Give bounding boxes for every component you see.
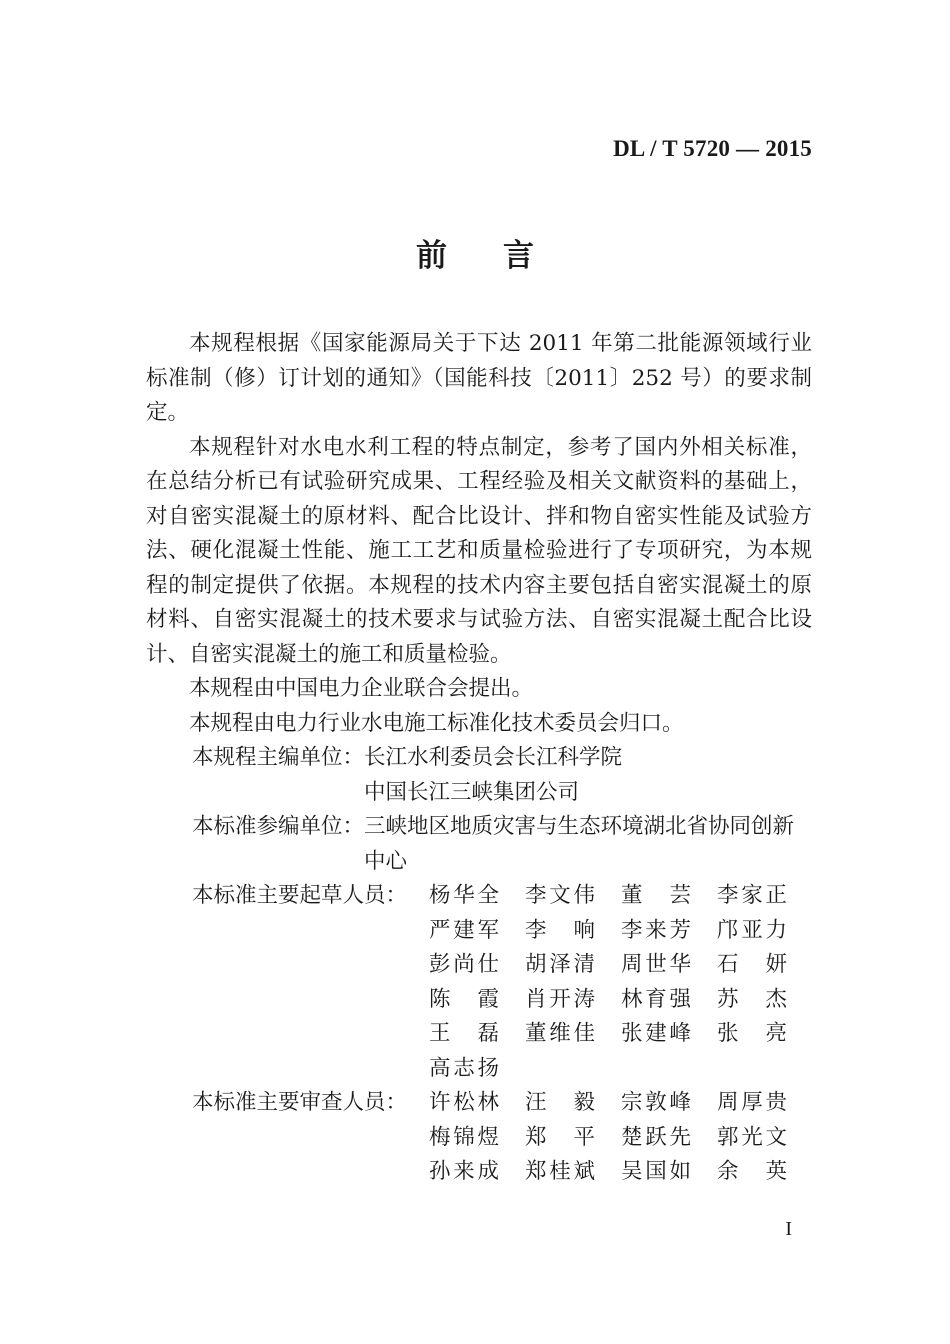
standard-code: DL / T 5720 — 2015 [613, 136, 812, 161]
title-char-1: 前 [416, 238, 447, 274]
paragraph-2: 本规程针对水电水利工程的特点制定，参考了国内外相关标准，在总结分析已有试验研究成果、工程经验及相关文献资料的基础上，对自密实混凝土的原材料、配合比设计、拌和物自密实性能及试验方法、硬化混凝土性能、施工工艺和质量检验进行了专项研究，为本规程的制定提供了依据。本规程的技术内容主要包括自密实混凝土的原材料、自密实混凝土的技术要求与试验方法、自密实混凝土配合比设计、自密实混凝土的施工和质量检验。 [146, 434, 812, 667]
drafters-row [146, 1017, 812, 1052]
reviewers-name: 宗敦峰 [621, 1090, 691, 1115]
reviewers-name: 汪 毅 [525, 1090, 595, 1115]
drafters-names [429, 1052, 525, 1087]
reviewers-name: 孙来成 [429, 1159, 499, 1184]
drafters-name: 李文伟 [525, 883, 595, 908]
chief-units-row [146, 741, 812, 810]
drafters-name: 胡泽清 [525, 952, 595, 977]
reviewers-name: 郑桂斌 [525, 1159, 595, 1184]
drafters-row [146, 948, 812, 983]
reviewers-names [429, 1155, 813, 1190]
drafters-name: 陈 霞 [429, 986, 499, 1012]
reviewers-name: 许松林 [429, 1090, 499, 1115]
drafters-name: 杨华全 [429, 883, 499, 908]
reviewers-name: 吴国如 [621, 1159, 691, 1184]
reviewers-names [429, 1086, 813, 1121]
title-char-2: 言 [503, 238, 534, 274]
drafters-name: 李 响 [525, 917, 595, 943]
drafters-names [429, 879, 813, 914]
reviewers-row [146, 1086, 812, 1121]
reviewers-row [146, 1155, 812, 1190]
reviewers-names [429, 1121, 813, 1156]
participating-units-label: 本标准参编单位： [192, 814, 365, 839]
reviewers-name: 楚跃先 [621, 1124, 691, 1150]
reviewers-name: 郑 平 [525, 1124, 595, 1150]
drafters-name: 林育强 [621, 986, 691, 1012]
chief-unit-1: 长江水利委员会长江科学院 [364, 745, 623, 770]
chief-unit-2: 中国长江三峡集团公司 [364, 779, 580, 805]
drafters-name: 严建军 [429, 917, 499, 943]
participating-units-text: 三峡地区地质灾害与生态环境湖北省协同创新中心 [364, 814, 795, 874]
drafters-name: 李来芳 [621, 917, 691, 943]
drafters-name: 周世华 [621, 952, 691, 977]
reviewers-row [146, 1121, 812, 1156]
page-title [0, 236, 950, 276]
drafters-name: 张建峰 [621, 1021, 691, 1046]
drafters-row [146, 1052, 812, 1087]
drafters-names [429, 1017, 813, 1052]
drafters-name: 高志扬 [429, 1055, 499, 1081]
drafters-name: 肖开涛 [525, 986, 595, 1012]
drafters-name: 张 亮 [717, 1021, 787, 1046]
chief-units-label: 本规程主编单位： [192, 745, 365, 770]
page-number: I [785, 1218, 792, 1240]
participating-units-row [146, 810, 812, 879]
reviewers-label: 本标准主要审查人员： [192, 1090, 408, 1115]
paragraph-4: 本规程由电力行业水电施工标准化技术委员会归口。 [189, 710, 684, 736]
drafters-names [429, 914, 813, 949]
chief-units-list [364, 741, 812, 810]
drafters-block [146, 879, 812, 1086]
drafters-name: 彭尚仕 [429, 952, 499, 977]
drafters-name: 苏 杰 [717, 986, 787, 1012]
drafters-row [146, 879, 812, 914]
reviewers-name: 郭光文 [717, 1124, 787, 1150]
drafters-names [429, 948, 813, 983]
drafters-name: 董维佳 [525, 1021, 595, 1046]
preface-body [146, 327, 812, 1190]
reviewers-block [146, 1086, 812, 1190]
drafters-name: 邝亚力 [717, 917, 787, 943]
paragraph-3: 本规程由中国电力企业联合会提出。 [189, 676, 534, 701]
reviewers-name: 余 英 [717, 1159, 787, 1184]
reviewers-name: 梅锦煜 [429, 1124, 499, 1150]
reviewers-name: 周厚贵 [717, 1090, 787, 1115]
drafters-name: 董 芸 [621, 883, 691, 908]
drafters-row [146, 914, 812, 949]
drafters-names [429, 983, 813, 1018]
drafters-name: 李家正 [717, 883, 787, 908]
drafters-row [146, 983, 812, 1018]
drafters-name: 石 妍 [717, 952, 787, 977]
drafters-label: 本标准主要起草人员： [192, 883, 408, 908]
drafters-name: 王 磊 [429, 1021, 499, 1046]
paragraph-1: 本规程根据《国家能源局关于下达 2011 年第二批能源领域行业标准制（修）订计划的通知》（国能科技〔2011〕252 号）的要求制定。 [146, 331, 812, 425]
